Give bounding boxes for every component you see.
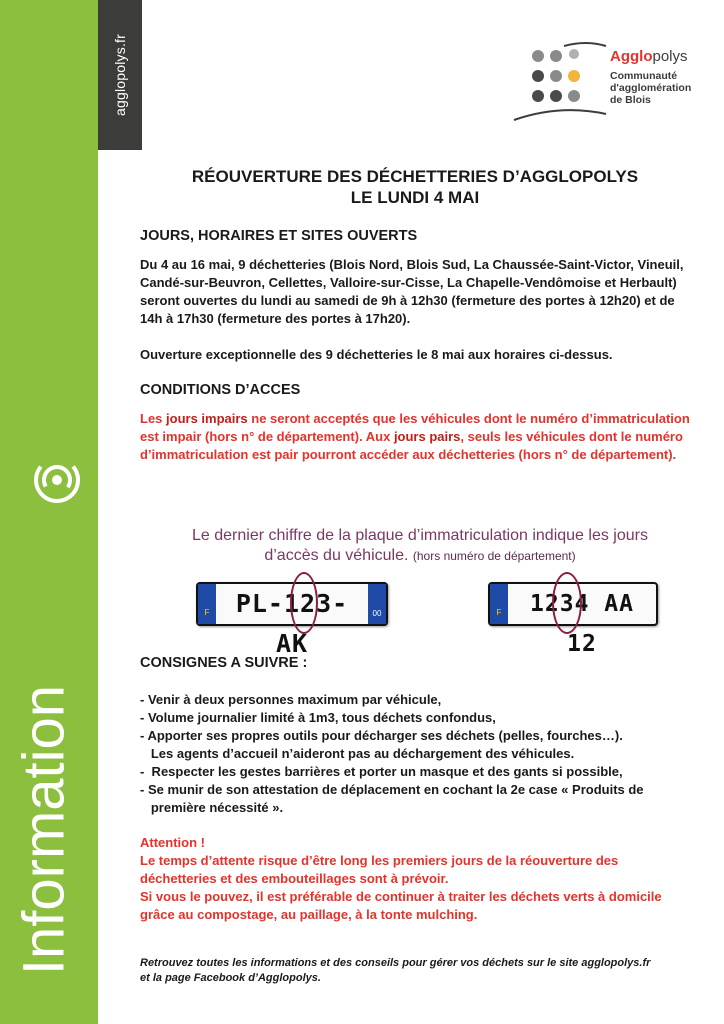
license-plate-illustration <box>140 526 700 658</box>
footer-line1: Retrouvez toutes les informations et des conseils pour gérer vos déchets sur le site agglopolys.fr <box>140 957 651 969</box>
brand-part1: Agglo <box>610 48 653 65</box>
section-heading-access: CONDITIONS D’ACCES <box>140 382 301 398</box>
plate-caption-main: d’accès du véhicule. <box>264 547 409 564</box>
section-heading-hours: JOURS, HORAIRES ET SITES OUVERTS <box>140 228 418 244</box>
plate-number: 1234 AA 12 <box>530 591 634 657</box>
access-text: Les <box>140 411 167 426</box>
attention-label: Attention ! <box>140 835 205 850</box>
eu-band-icon <box>198 584 216 624</box>
eu-band-icon <box>490 584 508 624</box>
eu-letter: F <box>204 608 210 617</box>
brand-sub-line: Communauté <box>610 70 678 82</box>
list-item: première nécessité ». <box>140 800 284 815</box>
main-content <box>140 166 690 464</box>
list-item: - Respecter les gestes barrières et porter un masque et des gants si possible, <box>140 764 623 779</box>
brand-name <box>610 48 688 65</box>
plate-caption <box>140 526 700 566</box>
eu-letter: F <box>496 608 502 617</box>
last-digit-circle <box>552 572 582 634</box>
title-line2: LE LUNDI 4 MAI <box>350 188 480 207</box>
list-item: - Venir à deux personnes maximum par véhicule, <box>140 692 442 707</box>
plate-dept: 00 <box>368 584 386 624</box>
agglopolys-logo <box>512 40 712 130</box>
plate-number: PL-123-AK <box>235 589 349 658</box>
list-item: - Volume journalier limité à 1m3, tous déchets confondus, <box>140 710 496 725</box>
brand-part2: polys <box>652 48 688 65</box>
last-digit-circle <box>290 572 318 634</box>
list-item: - Apporter ses propres outils pour décharger ses déchets (pelles, fourches…). <box>140 728 623 743</box>
brand-sub-line: de Blois <box>610 94 651 106</box>
section-heading-instructions: CONSIGNES A SUIVRE : <box>140 655 308 671</box>
access-text: , seuls les véhicules dont le numéro d’immatriculation est pair pourront accéder aux déchetteries (hors n° de département). <box>140 429 683 462</box>
footer-note <box>140 956 700 986</box>
attention-notice <box>140 834 692 924</box>
instructions-list <box>140 691 700 817</box>
information-vertical-title: Information <box>11 684 77 976</box>
odd-days-highlight: jours impairs <box>166 411 248 426</box>
swirl-logo-icon <box>33 456 81 504</box>
access-conditions-paragraph <box>140 410 690 464</box>
attention-waiting: Le temps d’attente risque d’être long les premiers jours de la réouverture des déchetteries et des embouteillages sont à prévoir. <box>140 853 619 886</box>
title-line1: RÉOUVERTURE DES DÉCHETTERIES D’AGGLOPOLYS <box>191 167 639 186</box>
plate-caption-line1: Le dernier chiffre de la plaque d’immatriculation indique les jours <box>192 527 648 544</box>
attention-green-waste: Si vous le pouvez, il est préférable de continuer à traiter les déchets verts à domicile grâce au compostage, au paillage, à la tonte mulching. <box>140 889 662 922</box>
exceptional-opening-paragraph: Ouverture exceptionnelle des 9 déchetteries le 8 mai aux horaires ci-dessus. <box>140 347 613 362</box>
instructions-section <box>140 655 700 817</box>
site-url: agglopolys.fr <box>112 34 128 116</box>
brand-sub-line: d'agglomération <box>610 82 692 94</box>
even-days-highlight: jours pairs <box>393 429 461 444</box>
site-tag <box>98 0 142 150</box>
hours-paragraph: Du 4 au 16 mai, 9 déchetteries (Blois Nord, Blois Sud, La Chaussée-Saint-Victor, Vineuil, Candé-sur-Beuvron, Cellettes, Valloire-sur-Cisse, La Chapelle-Vendômoise et Herbault) seront ouvertes du lundi au samedi de 9h à 12h30 (fermeture des portes à 12h20) et de 14h à 17h30 (fermeture des portes à 17h20). <box>140 257 684 326</box>
brand-subtitle <box>610 70 691 106</box>
list-item: Les agents d’accueil n’aideront pas au déchargement des véhicules. <box>140 746 575 761</box>
access-text: ne seront acceptés que les véhicules dont le numéro d’immatriculation est impair (hors n° de département). Aux <box>140 411 690 444</box>
page-title <box>140 166 690 208</box>
plate-caption-small: (hors numéro de département) <box>412 549 576 563</box>
list-item: - Se munir de son attestation de déplacement en cochant la 2e case « Produits de <box>140 782 644 797</box>
dots-logo-icon <box>512 40 608 126</box>
plate-caption-line2 <box>140 546 700 566</box>
footer-line2: et la page Facebook d’Agglopolys. <box>140 972 321 984</box>
